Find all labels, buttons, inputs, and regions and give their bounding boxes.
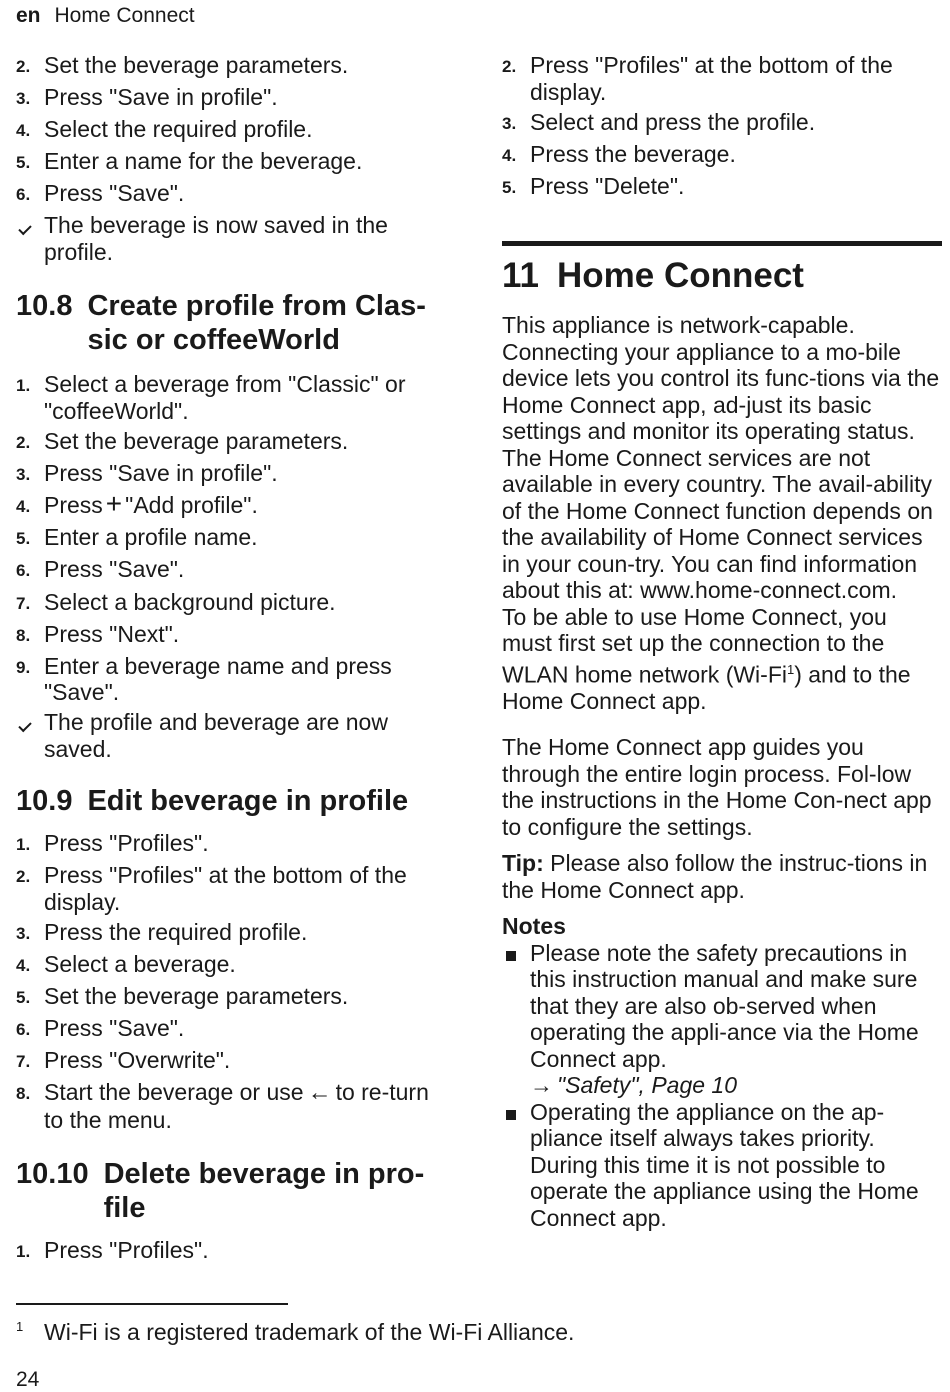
step-text: Press "Save".: [44, 1015, 185, 1042]
section-heading-10-9: [16, 784, 446, 818]
result-text: The profile and beverage are now saved.: [44, 709, 388, 762]
list-item: 2. Press "Profiles" at the bottom of the display.: [16, 862, 446, 915]
section-title: Edit beverage in profile: [87, 785, 409, 818]
tip-text: Please also follow the instruc-tions in the Home Connect app.: [502, 850, 928, 903]
list-item: 1. Press "Profiles".: [16, 1237, 446, 1266]
language-code: en: [16, 4, 41, 27]
footnote-ref: 1: [786, 661, 795, 677]
step-text: Press "Save".: [44, 556, 185, 583]
step-text: Press "Save in profile".: [44, 460, 278, 487]
result-item: [16, 212, 446, 265]
section-number: 10.10: [16, 1158, 89, 1191]
list-item: [502, 52, 942, 105]
section-title: Delete beverage in pro-file: [103, 1158, 425, 1225]
step-text: Press the beverage.: [530, 140, 736, 167]
list-item: [16, 116, 446, 145]
chapter-heading-11: [502, 254, 942, 298]
step-number: 6.: [16, 185, 31, 205]
chapter-number: 11: [502, 256, 539, 296]
step-text: Press: [44, 492, 103, 519]
paragraph: This appliance is network-capable. Connecting your appliance to a mo-bile device lets you control its func-tions via the Home Connect app, ad-just its basic settings and monitor its operating status.: [502, 312, 940, 445]
bullet-icon: [506, 1110, 516, 1120]
footnote: [16, 1319, 574, 1346]
arrow-right-icon: →: [530, 1072, 553, 1099]
paragraph-text: ) and to the Home Connect app.: [502, 661, 911, 714]
note-text: Please note the safety precautions in this instruction manual and make sure that they are also ob-served when operating the appli-ance via the Home Connect app.: [530, 939, 919, 1072]
note-text: Operating the appliance on the ap-pliance itself always takes priority. During this time it is not possible to operate the appliance using the Home Connect app.: [530, 1098, 919, 1231]
cross-reference: "Safety", Page 10: [557, 1072, 738, 1099]
checkmark-icon: [18, 719, 31, 732]
right-column: [502, 52, 942, 1231]
list-item: [502, 940, 942, 1099]
header-section-title: Home Connect: [54, 4, 195, 27]
list-item: [502, 141, 942, 170]
notes-heading: Notes: [502, 913, 566, 940]
step-text: Enter a name for the beverage.: [44, 148, 363, 175]
list-item: [502, 109, 942, 138]
checkmark-icon: [18, 222, 31, 235]
paragraph: The Home Connect services are not available in every country. The avail-ability of the Home Connect function depends on the availability of Home Connect services in your coun-try. You can find information about this at: www.home-connect.com.: [502, 444, 933, 604]
section-title: Create profile from Clas-sic or coffeeWorld: [87, 290, 426, 357]
step-text: Press the required profile.: [44, 919, 308, 945]
footnote-mark: 1: [16, 1319, 24, 1334]
section-number: 10.8: [16, 290, 73, 323]
list-item: 7. Press "Overwrite".: [16, 1047, 446, 1076]
plus-icon: +: [105, 488, 123, 520]
step-text: Press "Overwrite".: [44, 1047, 231, 1074]
step-number: 4.: [16, 121, 31, 141]
chapter-title: Home Connect: [557, 256, 804, 296]
list-item: 6. Press "Save".: [16, 556, 446, 585]
step-text: Press "Profiles" at the bottom of the display.: [530, 52, 893, 105]
step-text: Start the beverage or use: [44, 1079, 304, 1106]
step-number: 3.: [502, 113, 517, 133]
list-item: [16, 180, 446, 209]
step-number: 4.: [502, 145, 517, 165]
list-item: 7. Select a background picture.: [16, 589, 446, 618]
step-text: Select a beverage from "Classic" or "coffeeWorld".: [44, 371, 406, 424]
list-item: 2. Set the beverage parameters.: [16, 428, 446, 457]
step-text: Press "Profiles".: [44, 1237, 209, 1264]
step-text: Set the beverage parameters.: [44, 52, 349, 78]
paragraph: [502, 604, 942, 715]
step-text: Set the beverage parameters.: [44, 983, 349, 1010]
tip-label: Tip:: [502, 850, 544, 877]
list-item: 6. Press "Save".: [16, 1015, 446, 1044]
step-text: Set the beverage parameters.: [44, 428, 349, 455]
step-text: Select a beverage.: [44, 951, 236, 978]
step-text: Press "Profiles" at the bottom of the display.: [44, 862, 407, 915]
chapter-rule: [502, 241, 942, 246]
page-number: 24: [16, 1368, 40, 1391]
section-number: 10.9: [16, 785, 73, 818]
list-item: 9. Enter a beverage name and press "Save".: [16, 653, 446, 706]
list-item: [16, 84, 446, 113]
list-item: 1. Press "Profiles".: [16, 830, 446, 859]
step-text: Select a background picture.: [44, 588, 336, 615]
left-column: [16, 52, 446, 1270]
list-item: 5. Enter a profile name.: [16, 524, 446, 553]
footnote-divider: [16, 1303, 288, 1305]
footnote-text: Wi-Fi is a registered trademark of the Wi-Fi Alliance.: [44, 1319, 575, 1345]
step-text: Press "Save in profile".: [44, 84, 278, 111]
list-item: [16, 52, 446, 81]
section-heading-10-8: [16, 289, 446, 357]
back-arrow-icon: ←: [307, 1079, 332, 1107]
list-item: [16, 148, 446, 177]
list-item: 5. Set the beverage parameters.: [16, 983, 446, 1012]
step-number: 2.: [16, 57, 31, 76]
step-text: Press "Save".: [44, 180, 185, 207]
section-heading-10-10: [16, 1157, 446, 1225]
list-item: 8. Start the beverage or use ← to re-turn to the menu.: [16, 1079, 429, 1133]
paragraph: The Home Connect app guides you through the entire login process. Fol-low the instructions in the Home Con-nect app to configure the settings.: [502, 734, 932, 840]
step-text: Enter a profile name.: [44, 524, 258, 551]
step-text: Enter a beverage name and press "Save".: [44, 652, 392, 706]
step-text: Press "Profiles".: [44, 830, 209, 857]
bullet-icon: [506, 951, 516, 961]
step-text: Select and press the profile.: [530, 108, 816, 135]
step-text: to re-turn to the menu.: [44, 1079, 429, 1133]
step-text: Select the required profile.: [44, 116, 313, 143]
step-number: 5.: [16, 153, 31, 173]
tip: [502, 850, 942, 903]
step-text: Press "Next".: [44, 620, 180, 647]
paragraph-text: To be able to use Home Connect, you must first set up the connection to the WLAN home network (Wi-Fi: [502, 603, 887, 688]
list-item: 4. Press + "Add profile".: [16, 488, 258, 520]
list-item: [502, 173, 942, 202]
step-number: 2.: [502, 57, 517, 76]
result-item: [16, 709, 446, 762]
list-item: [502, 1099, 942, 1232]
list-item: 3. Press the required profile.: [16, 919, 446, 948]
list-item: 4. Select a beverage.: [16, 951, 446, 980]
list-item: 3. Press "Save in profile".: [16, 460, 446, 489]
running-header: [16, 4, 195, 28]
step-text: Press "Delete".: [530, 172, 685, 199]
result-text: The beverage is now saved in the profile.: [44, 212, 388, 265]
step-number: 3.: [16, 89, 31, 109]
list-item: 8. Press "Next".: [16, 621, 446, 650]
list-item: 1. Select a beverage from "Classic" or "coffeeWorld".: [16, 371, 446, 424]
step-number: 5.: [502, 177, 517, 197]
step-text: "Add profile".: [125, 492, 258, 519]
